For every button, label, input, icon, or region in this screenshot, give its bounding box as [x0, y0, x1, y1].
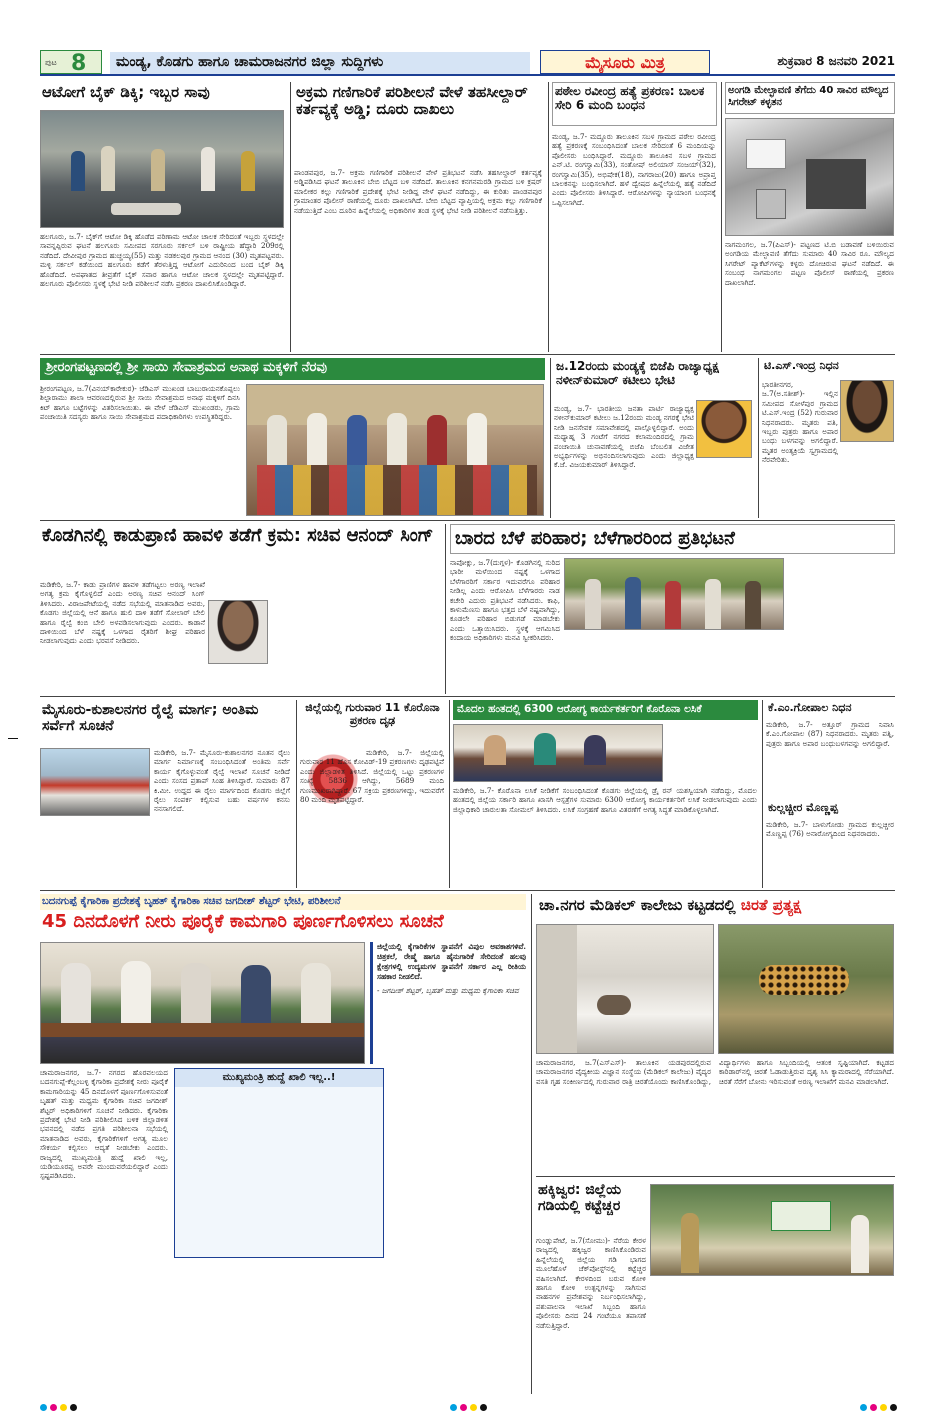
dot-yellow	[60, 1404, 67, 1411]
article-body: ಮಂಡ್ಯ, ಜ.7- ಭಾರತೀಯ ಜನತಾ ಪಾರ್ಟಿ ರಾಜ್ಯಾಧ್ಯಕ್ಷ ನಳೀನ್‌ಕುಮಾರ್ ಕಟೀಲು ಜ.12ರಂದು ಮಂಡ್ಯ ನಗರಕ್ಕೆ ಭೇಟಿ ನೀಡಿ ಜನಸೇವಕ ಸಮಾವೇಶದಲ್ಲಿ ಪಾಲ್ಗೊಳ್ಳಲಿದ್ದಾರೆ. ಅಂದು ಮಧ್ಯಾಹ್ನ 3 ಗಂಟೆಗೆ ನಗರದ ಕಲಾಮಂದಿರದಲ್ಲಿ ಗ್ರಾಮ ಪಂಚಾಯಿತಿ ಚುನಾವಣೆಯಲ್ಲಿ ಬಿಜೆಪಿ ಬೆಂಬಲಿತ ವಿಜೇತ ಅಭ್ಯರ್ಥಿಗಳನ್ನು ಅಭಿನಂದಿಸಲಾಗುವುದು ಎಂದು ಜಿಲ್ಲಾಧ್ಯಕ್ಷ ಕೆ.ಜೆ. ವಿಜಯಕುಮಾರ್ ತಿಳಿಸಿದ್ದಾರೆ.	[554, 404, 694, 470]
headline-highlight: ಚಿರತೆ ಪ್ರತ್ಯಕ್ಷ	[740, 896, 802, 914]
article-body: ಮಡಿಕೇರಿ, ಜ.7- ಮೈಸೂರು-ಕುಶಾಲನಗರ ನೂತನ ರೈಲು ಮಾರ್ಗ ನಿರ್ಮಾಣಕ್ಕೆ ಸಂಬಂಧಿಸಿದಂತೆ ಅಂತಿಮ ಸರ್ವೆ ಕಾರ್ಯ ಕೈಗೊಳ್ಳುವಂತೆ ರೈಲ್ವೆ ಇಲಾಖೆ ಸೂಚನೆ ನೀಡಿದೆ ಎಂದು ಸಂಸದ ಪ್ರತಾಪ್ ಸಿಂಹ ತಿಳಿಸಿದ್ದಾರೆ. ಸುಮಾರು 87 ಕಿ.ಮೀ. ಉದ್ದದ ಈ ರೈಲು ಮಾರ್ಗದಿಂದ ಕೊಡಗು ಜಿಲ್ಲೆಗೆ ರೈಲು ಸಂಪರ್ಕ ಕಲ್ಪಿಸುವ ಬಹು ವರ್ಷಗಳ ಕನಸು ನನಸಾಗಲಿದೆ.	[154, 748, 290, 814]
minister-anand-singh-photo	[208, 600, 268, 664]
registration-dots-left	[40, 1404, 77, 1411]
section-title: ಮಂಡ್ಯ, ಕೊಡಗು ಹಾಗೂ ಚಾಮರಾಜನಗರ ಜಿಲ್ಲಾ ಸುದ್ದಿಗಳು	[110, 52, 530, 74]
headline: 45 ದಿನದೊಳಗೆ ನೀರು ಪೂರೈಕೆ ಕಾಮಗಾರಿ ಪೂರ್ಣಗೊಳಿಸಲು ಸೂಚನೆ	[42, 911, 444, 932]
article-body: ನಾಪೋಕ್ಲು, ಜ.7(ದುಗ್ಗಳ)- ಕೊಡಗಿನಲ್ಲಿ ಸುರಿದ ಭಾರೀ ಮಳೆಯಿಂದ ನಷ್ಟಕ್ಕೆ ಒಳಗಾದ ಬೆಳೆಗಾರರಿಗೆ ಸರ್ಕಾರ ಇದುವರೆಗೂ ಪರಿಹಾರ ನೀಡಿಲ್ಲ ಎಂದು ಆರೋಪಿಸಿ ಬೆಳೆಗಾರರು ನಾಡ ಕಚೇರಿ ಎದುರು ಪ್ರತಿಭಟನೆ ನಡೆಸಿದರು. ಕಾಫಿ, ಕಾಳುಮೆಣಸು ಹಾಗೂ ಭತ್ತದ ಬೆಳೆ ನಷ್ಟವಾಗಿದ್ದು, ಕೂಡಲೇ ಪರಿಹಾರ ಬಿಡುಗಡೆ ಮಾಡಬೇಕು ಎಂದು ಒತ್ತಾಯಿಸಿದರು. ಸ್ಥಳಕ್ಕೆ ಆಗಮಿಸಿದ ಕಂದಾಯ ಅಧಿಕಾರಿಗಳು ಮನವಿ ಸ್ವೀಕರಿಸಿದರು.	[450, 558, 560, 643]
article-obituary-gopala	[766, 700, 895, 798]
dot-black	[890, 1404, 897, 1411]
headline-main: ಚಾ.ನಗರ ಮೆಡಿಕಲ್ ಕಾಲೇಜು ಕಟ್ಟಡದಲ್ಲಿ	[539, 896, 736, 914]
nalin-kumar-photo	[696, 400, 752, 458]
headline: ಹಕ್ಕಿಜ್ವರ: ಜಿಲ್ಲೆಯ ಗಡಿಯಲ್ಲಿ ಕಟ್ಟೆಚ್ಚರ	[538, 1182, 622, 1215]
headline: ಕೆ.ಎಂ.ಗೋಪಾಲ ನಿಧನ	[768, 701, 852, 714]
masthead: ಮೈಸೂರು ಮಿತ್ರ	[540, 50, 710, 74]
article-body: ಮಡಿಕೇರಿ, ಜ.7- ಜಿಲ್ಲೆಯಲ್ಲಿ ಗುರುವಾರ 11 ಹೊಸ ಕೋವಿಡ್-19 ಪ್ರಕರಣಗಳು ದೃಢಪಟ್ಟಿವೆ ಎಂದು ಜಿಲ್ಲಾಡಳಿತ ತಿಳಿಸಿದೆ. ಜಿಲ್ಲೆಯಲ್ಲಿ ಒಟ್ಟು ಪ್ರಕರಣಗಳ ಸಂಖ್ಯೆ 5836 ಆಗಿದ್ದು, 5689 ಮಂದಿ ಗುಣಮುಖರಾಗಿದ್ದಾರೆ. 67 ಸಕ್ರಿಯ ಪ್ರಕರಣಗಳಿದ್ದು, ಇದುವರೆಗೆ 80 ಮಂದಿ ಮೃತಪಟ್ಟಿದ್ದಾರೆ.	[300, 748, 444, 805]
accident-photo	[40, 110, 284, 228]
headline: ಅಕ್ರಮ ಗಣಿಗಾರಿಕೆ ಪರಿಶೀಲನೆ ವೇಳೆ ತಹಸೀಲ್ದಾರ್ ಕರ್ತವ್ಯಕ್ಕೆ ಅಡ್ಡಿ; ದೂರು ದಾಖಲು	[296, 83, 528, 119]
headline: ಮೈಸೂರು-ಕುಶಾಲನಗರ ರೈಲ್ವೆ ಮಾರ್ಗ; ಅಂತಿಮ ಸರ್ವೆಗೆ ಸೂಚನೆ	[42, 702, 259, 735]
dot-magenta	[870, 1404, 877, 1411]
leopard-photo	[718, 924, 894, 1054]
article-body-continued	[272, 580, 438, 692]
article-body: ಚಾಮರಾಜನಗರ, ಜ.7(ಎಸ್‌ಎಸ್)- ತಾಲೂಕಿನ ಯಡಪುರದಲ್ಲಿರುವ ಚಾಮರಾಜನಗರ ವೈದ್ಯಕೀಯ ವಿಜ್ಞಾನ ಸಂಸ್ಥೆಯ (ಮೆಡಿಕಲ್ ಕಾಲೇಜು) ವೈದ್ಯರ ವಸತಿ ಗೃಹ ಸಂಕೀರ್ಣದಲ್ಲಿ ಗುರುವಾರ ರಾತ್ರಿ ಚಿರತೆಯೊಂದು ಕಾಣಿಸಿಕೊಂಡಿದ್ದು, ವಿದ್ಯಾರ್ಥಿಗಳು ಹಾಗೂ ಸಿಬ್ಬಂದಿಯಲ್ಲಿ ಆತಂಕ ಸೃಷ್ಟಿಯಾಗಿದೆ. ಕಟ್ಟಡದ ಕಾರಿಡಾರ್‌ನಲ್ಲಿ ಚಿರತೆ ಓಡಾಡುತ್ತಿರುವ ದೃಶ್ಯ ಸಿಸಿ ಕ್ಯಾಮರಾದಲ್ಲಿ ಸೆರೆಯಾಗಿದೆ. ಚಿರತೆ ಸೆರೆಗೆ ಬೋನು ಇರಿಸುವಂತೆ ಅರಣ್ಯ ಇಲಾಖೆಗೆ ಮನವಿ ಮಾಡಲಾಗಿದೆ.	[536, 1058, 894, 1086]
orphan-children-photo	[246, 384, 544, 516]
dot-cyan	[40, 1404, 47, 1411]
article-body: ಮಡಿಕೇರಿ, ಜ.7- ಬಾಳುಗೋಡು ಗ್ರಾಮದ ಕುಲ್ಲಚ್ಚೀರ ಮೊಣ್ಣಪ್ಪ (76) ಅನಾರೋಗ್ಯದಿಂದ ನಿಧನರಾದರು.	[766, 820, 894, 839]
article-industrial-water-supply	[40, 894, 526, 1394]
article-obituary-monnappa	[766, 800, 895, 888]
article-body: ಪಾಂಡವಪುರ, ಜ.7- ಅಕ್ರಮ ಗಣಿಗಾರಿಕೆ ಪರಿಶೀಲನೆ ವೇಳೆ ಪ್ರತಿಭಟನೆ ನಡೆಸಿ ತಹಸೀಲ್ದಾರ್ ಕರ್ತವ್ಯಕ್ಕೆ ಅಡ್ಡಿಪಡಿಸಿದ ಘಟನೆ ತಾಲೂಕಿನ ಬೇಬಿ ಬೆಟ್ಟದ ಬಳಿ ನಡೆದಿದೆ. ತಾಲೂಕಿನ ಕನಗನಮರಡಿ ಗ್ರಾಮದ ಬಳಿ ಕ್ರಷರ್ ಮಾಲೀಕರ ಕಲ್ಲು ಗಣಿಗಾರಿಕೆ ಪ್ರದೇಶಕ್ಕೆ ಭೇಟಿ ನೀಡಿದ್ದ ವೇಳೆ ಘಟನೆ ನಡೆದಿದ್ದು, ಈ ಕುರಿತು ಪಾಂಡವಪುರ ಗ್ರಾಮಾಂತರ ಪೊಲೀಸ್ ಠಾಣೆಯಲ್ಲಿ ದೂರು ದಾಖಲಾಗಿದೆ. ಬೇಬಿ ಬೆಟ್ಟದ ವ್ಯಾಪ್ತಿಯಲ್ಲಿ ಅಕ್ರಮ ಕಲ್ಲು ಗಣಿಗಾರಿಕೆ ನಡೆಯುತ್ತಿದೆ ಎಂಬ ದೂರಿನ ಹಿನ್ನೆಲೆಯಲ್ಲಿ ಅಧಿಕಾರಿಗಳ ತಂಡ ಸ್ಥಳಕ್ಕೆ ಭೇಟಿ ನೀಡಿ ಪರಿಶೀಲನೆ ನಡೆಸುತ್ತಿತ್ತು.	[294, 168, 542, 215]
indra-portrait	[840, 380, 894, 442]
quote-author: - ಜಗದೀಶ್ ಶೆಟ್ಟರ್, ಬೃಹತ್ ಮತ್ತು ಮಧ್ಯಮ ಕೈಗಾರಿಕಾ ಸಚಿವ	[377, 986, 519, 995]
article-obituary-indra	[762, 358, 895, 518]
box-title: ಮುಖ್ಯಮಂತ್ರಿ ಹುದ್ದೆ ಖಾಲಿ ಇಲ್ಲ..!	[175, 1069, 383, 1087]
headline	[536, 894, 895, 920]
review-meeting-photo	[40, 942, 365, 1064]
article-murder-arrest	[552, 82, 717, 352]
page-number: 8	[71, 51, 87, 74]
dot-magenta	[50, 1404, 57, 1411]
headline: ಬಾರದ ಬೆಳೆ ಪರಿಹಾರ; ಬೆಳೆಗಾರರಿಂದ ಪ್ರತಿಭಟನೆ	[450, 524, 895, 554]
article-body: ಶ್ರೀರಂಗಪಟ್ಟಣ, ಜ.7(ವಿನಯ್‌ಕಾರೇಕುರ)- ಜೆಡಿಎಸ್ ಮುಖಂಡ ಬಾಬುರಾಯನಕೊಪ್ಪಲು ಶಿಲ್ಪಾರಾಮು ಶಾಲಾ ಆವರಣದಲ್ಲಿರುವ ಶ್ರೀ ಸಾಯಿ ಸೇವಾಶ್ರಮದ ಅನಾಥ ಮಕ್ಕಳಿಗೆ ದಿನಸಿ ಕಿಟ್ ಹಾಗೂ ಬಟ್ಟೆಗಳನ್ನು ವಿತರಿಸಲಾಯಿತು. ಈ ವೇಳೆ ಜೆಡಿಎಸ್ ಮುಖಂಡರು, ಗ್ರಾಮ ಪಂಚಾಯಿತಿ ಸದಸ್ಯರು ಹಾಗೂ ಸಾಯಿ ಸೇವಾಶ್ರಮದ ಪದಾಧಿಕಾರಿಗಳು ಉಪಸ್ಥಿತರಿದ್ದರು.	[40, 384, 240, 422]
cm-post-box	[174, 1068, 384, 1258]
article-illegal-mining	[294, 82, 544, 352]
dot-yellow	[470, 1404, 477, 1411]
article-body: ಮಡಿಕೇರಿ, ಜ.7- ಕಾಡು ಪ್ರಾಣಿಗಳ ಹಾವಳಿ ತಡೆಗಟ್ಟಲು ಅರಣ್ಯ ಇಲಾಖೆ ಅಗತ್ಯ ಕ್ರಮ ಕೈಗೊಳ್ಳಲಿದೆ ಎಂದು ಅರಣ್ಯ ಸಚಿವ ಆನಂದ್ ಸಿಂಗ್ ತಿಳಿಸಿದರು. ವಿರಾಜಪೇಟೆಯಲ್ಲಿ ನಡೆದ ಸಭೆಯಲ್ಲಿ ಮಾತನಾಡಿದ ಅವರು, ಕೊಡಗು ಜಿಲ್ಲೆಯಲ್ಲಿ ಆನೆ ಹಾಗೂ ಹುಲಿ ದಾಳಿ ತಡೆಗೆ ಸೋಲಾರ್ ಬೇಲಿ ಹಾಗೂ ರೈಲ್ವೆ ಕಂಬಿ ಬೇಲಿ ಅಳವಡಿಸಲಾಗುವುದು ಎಂದರು. ಕಾಡಾನೆ ದಾಳಿಯಿಂದ ಬೆಳೆ ನಷ್ಟಕ್ಕೆ ಒಳಗಾದ ರೈತರಿಗೆ ಶೀಘ್ರ ಪರಿಹಾರ ನೀಡಲಾಗುವುದು ಎಂದು ಭರವಸೆ ನೀಡಿದರು.	[40, 580, 205, 646]
train-photo	[40, 748, 150, 816]
article-cigarette-theft	[725, 82, 895, 352]
page-number-box	[40, 50, 102, 74]
article-body-col3	[390, 1068, 526, 1392]
quote-text: ಜಿಲ್ಲೆಯಲ್ಲಿ ಕೈಗಾರಿಕೆಗಳ ಸ್ಥಾಪನೆಗೆ ವಿಪುಲ ಅವಕಾಶಗಳಿವೆ. ಚಿತ್ರಕಲೆ, ರೇಷ್ಮೆ ಹಾಗೂ ಹೈನುಗಾರಿಕೆ ಸೇರಿದಂತೆ ಹಲವು ಕ್ಷೇತ್ರಗಳಲ್ಲಿ ಉದ್ಯಮಗಳ ಸ್ಥಾಪನೆಗೆ ಸರ್ಕಾರ ಎಲ್ಲ ರೀತಿಯ ಸಹಕಾರ ನೀಡಲಿದೆ.	[377, 942, 526, 981]
registration-dots-right	[860, 1404, 897, 1411]
vaccine-meeting-photo	[453, 724, 663, 782]
article-crop-compensation-protest	[450, 524, 895, 694]
article-body: ನಾಗಮಂಗಲ, ಜ.7(ಪಿಎಸ್‌)- ಪಟ್ಟಣದ ಟಿ.ಬಿ ಬಡಾವಣೆ ಬಳಿಯಿರುವ ಅಂಗಡಿಯ ಮೇಲ್ಛಾವಣಿ ತೆಗೆದು ಸುಮಾರು 40 ಸಾವಿರ ರೂ. ಮೌಲ್ಯದ ಸಿಗರೇಟ್ ಪ್ಯಾಕೆಟ್‌ಗಳನ್ನು ಕಳ್ಳರು ದೋಚಿರುವ ಘಟನೆ ನಡೆದಿದೆ. ಈ ಸಂಬಂಧ ನಾಗಮಂಗಲ ಪಟ್ಟಣ ಪೊಲೀಸ್ ಠಾಣೆಯಲ್ಲಿ ಪ್ರಕರಣ ದಾಖಲಾಗಿದೆ.	[725, 240, 894, 287]
article-body: ಚಾಮರಾಜನಗರ, ಜ.7- ನಗರದ ಹೊರವಲಯದ ಬದನಗುಪ್ಪೆ-ಕೆಲ್ಲಂಬಳ್ಳಿ ಕೈಗಾರಿಕಾ ಪ್ರದೇಶಕ್ಕೆ ನೀರು ಪೂರೈಕೆ ಕಾಮಗಾರಿಯನ್ನು 45 ದಿನದೊಳಗೆ ಪೂರ್ಣಗೊಳಿಸುವಂತೆ ಬೃಹತ್ ಮತ್ತು ಮಧ್ಯಮ ಕೈಗಾರಿಕಾ ಸಚಿವ ಜಗದೀಶ್ ಶೆಟ್ಟರ್ ಅಧಿಕಾರಿಗಳಿಗೆ ಸೂಚನೆ ನೀಡಿದರು. ಕೈಗಾರಿಕಾ ಪ್ರದೇಶಕ್ಕೆ ಭೇಟಿ ನೀಡಿ ಪರಿಶೀಲಿಸಿದ ಬಳಿಕ ಜಿಲ್ಲಾಡಳಿತ ಭವನದಲ್ಲಿ ನಡೆದ ಪ್ರಗತಿ ಪರಿಶೀಲನಾ ಸಭೆಯಲ್ಲಿ ಮಾತನಾಡಿದ ಅವರು, ಕೈಗಾರಿಕೆಗಳಿಗೆ ಅಗತ್ಯ ಮೂಲ ಸೌಕರ್ಯ ಕಲ್ಪಿಸಲು ಆದ್ಯತೆ ನೀಡಬೇಕು ಎಂದರು. ರಾಜ್ಯದಲ್ಲಿ ಮುಖ್ಯಮಂತ್ರಿ ಹುದ್ದೆ ಖಾಲಿ ಇಲ್ಲ, ಯಡಿಯೂರಪ್ಪ ಅವರೇ ಮುಂದುವರೆಯಲಿದ್ದಾರೆ ಎಂದು ಸ್ಪಷ್ಟಪಡಿಸಿದರು.	[40, 1068, 168, 1181]
headline: ಟಿ.ಎಸ್.ಇಂದ್ರ ನಿಧನ	[764, 359, 839, 372]
article-body: ಮಡಿಕೇರಿ, ಜ.7- ಅತ್ತೂರ್ ಗ್ರಾಮದ ನಿವಾಸಿ ಕೆ.ಎಂ.ಗೋಪಾಲ (87) ನಿಧನರಾದರು. ಮೃತರು ಪತ್ನಿ, ಪುತ್ರರು ಹಾಗೂ ಅಪಾರ ಬಂಧುಬಳಗವನ್ನು ಅಗಲಿದ್ದಾರೆ.	[766, 720, 894, 748]
registration-dots-center	[450, 1404, 487, 1411]
headline: ಕೊಡಗಿನಲ್ಲಿ ಕಾಡುಪ್ರಾಣಿ ಹಾವಳಿ ತಡೆಗೆ ಕ್ರಮ: ಸಚಿವ ಆನಂದ್ ಸಿಂಗ್	[42, 525, 434, 546]
page-label: ಪುಟ	[45, 58, 57, 67]
article-leopard-medical-college	[536, 894, 895, 1174]
banner-headline: ಶ್ರೀರಂಗಪಟ್ಟಣದಲ್ಲಿ ಶ್ರೀ ಸಾಯಿ ಸೇವಾಶ್ರಮದ ಅನಾಥ ಮಕ್ಕಳಿಗೆ ನೆರವು	[40, 358, 545, 380]
box-body	[175, 1087, 383, 1247]
headline: ಜ.12ರಂದು ಮಂಡ್ಯಕ್ಕೆ ಬಿಜೆಪಿ ರಾಜ್ಯಾಧ್ಯಕ್ಷ ನಳೀನ್‌ಕುಮಾರ್ ಕಟೀಲು ಭೇಟಿ	[556, 359, 719, 387]
article-railway-survey	[40, 700, 292, 888]
page-header	[40, 48, 895, 76]
headline: ಜಿಲ್ಲೆಯಲ್ಲಿ ಗುರುವಾರ 11 ಕೊರೊನಾ ಪ್ರಕರಣ ದೃಢ	[305, 701, 440, 727]
article-body: ಮಂಡ್ಯ, ಜ.7- ಮದ್ದೂರು ತಾಲೂಕಿನ ಸಬಳ ಗ್ರಾಮದ ಪಠೇಲ ರವೀಂದ್ರ ಹತ್ಯೆ ಪ್ರಕರಣಕ್ಕೆ ಸಂಬಂಧಿಸಿದಂತೆ ಬಾಲಕ ಸೇರಿದಂತೆ 6 ಮಂದಿಯನ್ನು ಪೊಲೀಸರು ಬಂಧಿಸಿದ್ದಾರೆ. ಮದ್ದೂರು ತಾಲೂಕಿನ ಸಬಳ ಗ್ರಾಮದ ಎನ್.ಟಿ. ರಂಗಸ್ವಾಮಿ(33), ಸಂತೋಷ್ ಅಲಿಯಾಸ್ ಸಂಜಯ್(32), ರಂಗಸ್ವಾಮಿ(35), ಅಭಿಷೇಕ(18), ನಾಗರಾಜು(20) ಹಾಗೂ ಅಪ್ರಾಪ್ತ ಬಾಲಕನನ್ನು ಬಂಧಿಸಲಾಗಿದೆ. ಹಳೆ ದ್ವೇಷದ ಹಿನ್ನೆಲೆಯಲ್ಲಿ ಹತ್ಯೆ ನಡೆದಿದೆ ಎಂದು ಪೊಲೀಸರು ತಿಳಿಸಿದ್ದಾರೆ. ಆರೋಪಿಗಳನ್ನು ನ್ಯಾಯಾಂಗ ಬಂಧನಕ್ಕೆ ಒಪ್ಪಿಸಲಾಗಿದೆ.	[552, 132, 716, 207]
dot-black	[480, 1404, 487, 1411]
issue-date: ಶುಕ್ರವಾರ 8 ಜನವರಿ 2021	[777, 54, 895, 68]
article-body-continued	[564, 634, 784, 692]
article-body: ಗುಂಡ್ಲುಪೇಟೆ, ಜ.7(ಸೋಮು)- ನೆರೆಯ ಕೇರಳ ರಾಜ್ಯದಲ್ಲಿ ಹಕ್ಕಿಜ್ವರ ಕಾಣಿಸಿಕೊಂಡಿರುವ ಹಿನ್ನೆಲೆಯಲ್ಲಿ ಜಿಲ್ಲೆಯ ಗಡಿ ಭಾಗದ ಮೂಲೆಹೊಳೆ ಚೆಕ್‌ಪೋಸ್ಟ್‌ನಲ್ಲಿ ಕಟ್ಟೆಚ್ಚರ ವಹಿಸಲಾಗಿದೆ. ಕೇರಳದಿಂದ ಬರುವ ಕೋಳಿ ಹಾಗೂ ಕೋಳಿ ಉತ್ಪನ್ನಗಳನ್ನು ಸಾಗಿಸುವ ವಾಹನಗಳ ಪ್ರವೇಶವನ್ನು ನಿರ್ಬಂಧಿಸಲಾಗಿದ್ದು, ಪಶುಪಾಲನಾ ಇಲಾಖೆ ಸಿಬ್ಬಂದಿ ಹಾಗೂ ಪೊಲೀಸರು ದಿನದ 24 ಗಂಟೆಯೂ ತಪಾಸಣೆ ನಡೆಸುತ್ತಿದ್ದಾರೆ.	[536, 1236, 646, 1330]
kicker: ಬದನಗುಪ್ಪೆ ಕೈಗಾರಿಕಾ ಪ್ರದೇಶಕ್ಕೆ ಬೃಹತ್ ಕೈಗಾರಿಕಾ ಸಚಿವ ಜಗದೀಶ್ ಶೆಟ್ಟರ್ ಭೇಟಿ, ಪರಿಶೀಲನೆ	[40, 894, 526, 910]
article-side-column	[788, 558, 894, 692]
corridor-leopard-photo	[536, 924, 714, 1054]
dot-cyan	[860, 1404, 867, 1411]
newspaper-page	[40, 48, 895, 1398]
article-wildlife-menace	[40, 524, 440, 694]
article-vaccine-phase1	[453, 700, 758, 888]
dot-black	[70, 1404, 77, 1411]
banner-headline: ಮೊದಲ ಹಂತದಲ್ಲಿ 6300 ಆರೋಗ್ಯ ಕಾರ್ಯಕರ್ತರಿಗೆ ಕೊರೊನಾ ಲಸಿಕೆ	[453, 700, 758, 720]
dot-yellow	[880, 1404, 887, 1411]
headline: ಅಂಗಡಿ ಮೇಲ್ಛಾವಣಿ ತೆಗೆದು 40 ಸಾವಿರ ಮೌಲ್ಯದ ಸಿಗರೇಟ್ ಕಳ್ಳತನ	[725, 82, 895, 114]
dot-magenta	[460, 1404, 467, 1411]
article-body-continued	[650, 1280, 894, 1392]
article-covid-cases	[300, 700, 445, 888]
article-bjp-visit	[554, 358, 754, 518]
margin-marker	[8, 738, 18, 739]
article-body: ಹಲಗೂರು, ಜ.7- ಬೈಕ್‌ಗೆ ಆಟೋ ಡಿಕ್ಕಿ ಹೊಡೆದ ಪರಿಣಾಮ ಆಟೋ ಚಾಲಕ ಸೇರಿದಂತೆ ಇಬ್ಬರು ಸ್ಥಳದಲ್ಲೇ ಸಾವನ್ನಪ್ಪಿರುವ ಘಟನೆ ಹಲಗೂರು ಸಮೀಪದ ಸರಗೂರು ಸರ್ಕಲ್ ಬಳಿ ರಾಷ್ಟ್ರೀಯ ಹೆದ್ದಾರಿ 209ರಲ್ಲಿ ನಡೆದಿದೆ. ದೇವೀಪುರ ಗ್ರಾಮದ ಹುಚ್ಚಯ್ಯ(55) ಮತ್ತು ನಡಕಲಪುರ ಗ್ರಾಮದ ಆನಂದ (30) ಮೃತಪಟ್ಟವರು. ಮಳ್ಳಿ ಸರ್ಕಲ್ ಕಡೆಯಿಂದ ಹಲಗೂರು ಕಡೆಗೆ ತೆರಳುತ್ತಿದ್ದ ಆಟೋಗೆ ಎದುರಿನಿಂದ ಬಂದ ಬೈಕ್ ಡಿಕ್ಕಿ ಹೊಡೆದಿದೆ. ಅಪಘಾತದ ತೀವ್ರತೆಗೆ ಬೈಕ್ ಸವಾರ ಹಾಗೂ ಆಟೋ ಚಾಲಕ ಸ್ಥಳದಲ್ಲೇ ಮೃತಪಟ್ಟಿದ್ದಾರೆ. ಹಲಗೂರು ಪೊಲೀಸರು ಸ್ಥಳಕ್ಕೆ ಭೇಟಿ ನೀಡಿ ಪರಿಶೀಲನೆ ನಡೆಸಿ ಪ್ರಕರಣ ದಾಖಲಿಸಿಕೊಂಡಿದ್ದಾರೆ.	[40, 232, 284, 289]
article-body: ಮಡಿಕೇರಿ, ಜ.7- ಕೊರೊನಾ ಲಸಿಕೆ ನೀಡಿಕೆಗೆ ಸಂಬಂಧಿಸಿದಂತೆ ಕೊಡಗು ಜಿಲ್ಲೆಯಲ್ಲಿ ಡ್ರೈ ರನ್ ಯಶಸ್ವಿಯಾಗಿ ನಡೆದಿದ್ದು, ಮೊದಲ ಹಂತದಲ್ಲಿ ಜಿಲ್ಲೆಯ ಸರ್ಕಾರಿ ಹಾಗೂ ಖಾಸಗಿ ಆಸ್ಪತ್ರೆಗಳ ಸುಮಾರು 6300 ಆರೋಗ್ಯ ಕಾರ್ಯಕರ್ತರಿಗೆ ಲಸಿಕೆ ನೀಡಲಾಗುವುದು ಎಂದು ಜಿಲ್ಲಾಧಿಕಾರಿ ಚಾರುಲತಾ ಸೋಮಲ್ ತಿಳಿಸಿದರು. ಲಸಿಕೆ ಸಂಗ್ರಹಣೆ ಹಾಗೂ ವಿತರಣೆಗೆ ಅಗತ್ಯ ಸಿದ್ಧತೆ ಮಾಡಿಕೊಳ್ಳಲಾಗಿದೆ.	[453, 786, 757, 814]
shop-theft-photo	[725, 118, 894, 236]
checkpost-photo	[650, 1184, 894, 1276]
article-body: ಭಾರತೀನಗರ, ಜ.7(ಅ.ಸತೀಶ್)- ಇಲ್ಲಿನ ಸಮೀಪದ ಸೋಳೆಪುರ ಗ್ರಾಮದ ಟಿ.ಎಸ್.ಇಂದ್ರ (52) ಗುರುವಾರ ನಿಧನರಾದರು. ಮೃತರು ಪತಿ, ಇಬ್ಬರು ಪುತ್ರರು ಹಾಗೂ ಅಪಾರ ಬಂಧು ಬಳಗವನ್ನು ಅಗಲಿದ್ದಾರೆ. ಮೃತರ ಅಂತ್ಯಕ್ರಿಯೆ ಸ್ವಗ್ರಾಮದಲ್ಲಿ ನೆರವೇರಿತು.	[762, 380, 838, 465]
article-bird-flu-alert	[536, 1180, 895, 1394]
article-orphan-aid	[40, 358, 545, 518]
protest-photo	[564, 558, 784, 630]
article-body-col2	[174, 1262, 384, 1392]
headline: ಪಠೇಲ ರವೀಂದ್ರ ಹತ್ಯೆ ಪ್ರಕರಣ: ಬಾಲಕ ಸೇರಿ 6 ಮಂದಿ ಬಂಧನ	[552, 82, 717, 126]
minister-quote-box	[370, 942, 526, 1064]
article-bike-accident	[40, 82, 285, 352]
headline: ಕುಲ್ಲಚ್ಚೀರ ಮೊಣ್ಣಪ್ಪ	[768, 801, 838, 814]
headline: ಆಟೋಗೆ ಬೈಕ್ ಡಿಕ್ಕಿ; ಇಬ್ಬರ ಸಾವು	[42, 83, 210, 101]
dot-cyan	[450, 1404, 457, 1411]
